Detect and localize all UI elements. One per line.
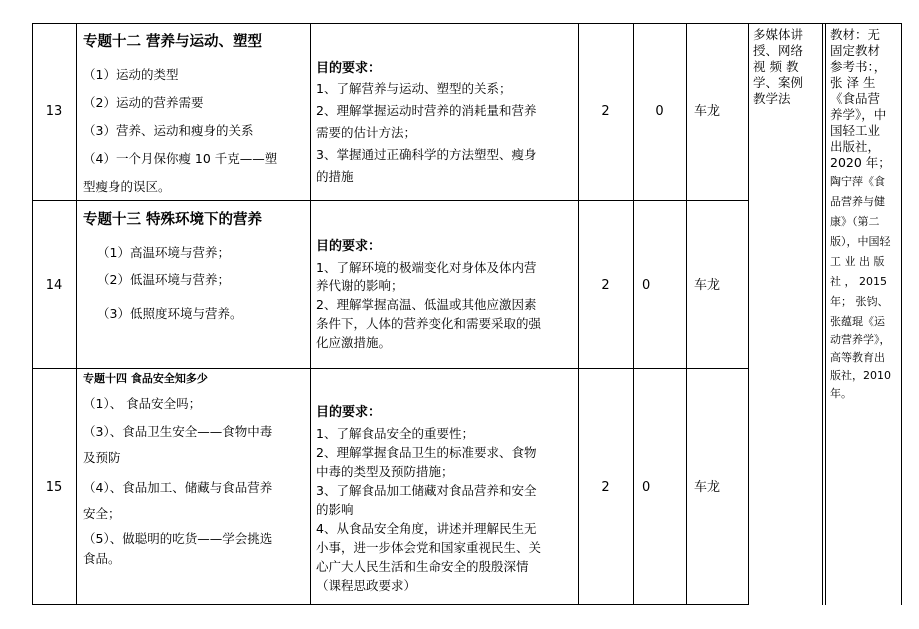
teaching-method-line: 授、网络: [753, 43, 804, 58]
topic-item: （5）、做聪明的吃货——学会挑选: [83, 531, 273, 546]
row-number: 13: [45, 104, 63, 119]
requirement-line: 2、理解掌握食品卫生的标准要求、食物: [316, 445, 537, 460]
material-line: 参考书：，: [830, 59, 887, 74]
material-line: 康》（第二: [830, 215, 880, 228]
topic-item: 食品。: [83, 551, 121, 566]
topic-item: （2）运动的营养需要: [83, 95, 204, 110]
requirement-line: 化应激措施。: [316, 335, 392, 350]
requirement-line: 养代谢的影响；: [316, 278, 404, 293]
requirement-line: 条件下，人体的营养变化和需要采取的强: [316, 316, 542, 331]
teacher-name: 车龙: [694, 480, 721, 495]
grid-line-hours-teacher: [686, 23, 687, 605]
teaching-method-line: 学、案例: [753, 75, 804, 90]
topic-item: （1）、 食品安全吗；: [83, 396, 202, 411]
topic-title: 专题十二 营养与运动、塑型: [83, 34, 263, 50]
requirement-line: 中毒的类型及预防措施；: [316, 464, 454, 479]
topic-title: 专题十四 食品安全知多少: [83, 372, 208, 385]
material-line: 张蕴琨《运: [830, 315, 885, 328]
requirement-line: 的措施: [316, 169, 354, 184]
grid-line-top: [32, 23, 901, 24]
material-line: 年； 张钧、: [830, 295, 889, 308]
grid-line-teacher-method: [748, 23, 749, 605]
topic-item: 及预防: [83, 450, 121, 465]
material-line: 陶宁萍《食: [830, 175, 885, 188]
grid-line-row-13-14: [32, 200, 749, 201]
material-line: 版社，2010: [830, 369, 891, 382]
topic-item: （1）运动的类型: [83, 67, 179, 82]
requirement-line: 小事，进一步体会党和国家重视民生、关: [316, 540, 542, 555]
requirement-line: 的影响: [316, 502, 354, 517]
topic-item: （3）低照度环境与营养。: [97, 306, 243, 321]
topic-item: （3）、食品卫生安全——食物中毒: [83, 424, 273, 439]
requirement-line: （课程思政要求）: [316, 578, 417, 593]
hours-practice: 0: [642, 480, 651, 495]
topic-item: （4）一个月保你瘦 10 千克——塑: [83, 151, 278, 166]
topic-item: （4）、食品加工、储藏与食品营养: [83, 480, 273, 495]
grid-line-method-material-b: [825, 23, 826, 605]
requirement-line: 心广大人民生活和生命安全的殷殷深情: [316, 559, 529, 574]
grid-line-bottom: [32, 604, 749, 605]
grid-line-method-material-a: [822, 23, 823, 605]
material-line: 品营养与健: [830, 195, 885, 208]
grid-line-topic-req: [310, 23, 311, 605]
grid-line-right: [901, 23, 902, 605]
material-line: 高等教育出: [830, 351, 885, 364]
teacher-name: 车龙: [694, 104, 721, 119]
teaching-method-line: 视 频 教: [753, 59, 799, 74]
requirement-line: 1、了解营养与运动、塑型的关系；: [316, 81, 512, 96]
requirement-line: 1、了解食品安全的重要性；: [316, 426, 474, 441]
topic-item: （2）低温环境与营养；: [97, 272, 230, 287]
topic-item: （3）营养、运动和瘦身的关系: [83, 123, 254, 138]
material-line: 固定教材: [830, 43, 881, 58]
requirement-line: 3、了解食品加工储藏对食品营养和安全: [316, 483, 537, 498]
material-line: 养学》，中: [830, 107, 887, 122]
row-number: 14: [45, 278, 63, 293]
requirement-line: 1、了解环境的极端变化对身体及体内营: [316, 260, 537, 275]
material-line: 教材：无: [830, 27, 881, 42]
material-line: 版），中国轻: [830, 235, 891, 248]
topic-title: 专题十三 特殊环境下的营养: [83, 212, 263, 228]
hours-lecture: 2: [601, 480, 610, 495]
topic-item: （1）高温环境与营养；: [97, 245, 230, 260]
requirement-title: 目的要求：: [316, 239, 382, 254]
material-line: 年。: [830, 387, 852, 400]
grid-line-row-14-15: [32, 368, 749, 369]
requirement-title: 目的要求：: [316, 405, 382, 420]
material-line: 2020 年；: [830, 155, 891, 170]
hours-practice: 0: [655, 104, 664, 119]
requirement-line: 3、掌握通过正确科学的方法塑型、瘦身: [316, 147, 537, 162]
material-line: 国轻工业: [830, 123, 881, 138]
requirement-line: 2、理解掌握运动时营养的消耗量和营养: [316, 103, 537, 118]
material-line: 《食品营: [830, 91, 881, 106]
topic-item: 型瘦身的误区。: [83, 179, 171, 194]
requirement-line: 4、从食品安全角度，讲述并理解民生无: [316, 521, 537, 536]
material-line: 社 ， 2015: [830, 275, 887, 288]
requirement-line: 需要的估计方法；: [316, 125, 417, 140]
requirement-title: 目的要求：: [316, 61, 382, 76]
requirement-line: 2、理解掌握高温、低温或其他应激因素: [316, 297, 537, 312]
teaching-method-line: 多媒体讲: [753, 27, 804, 42]
material-line: 出版社，: [830, 139, 881, 154]
row-number: 15: [45, 480, 63, 495]
teacher-name: 车龙: [694, 278, 721, 293]
topic-item: 安全；: [83, 506, 121, 521]
hours-lecture: 2: [601, 104, 610, 119]
teaching-method-line: 教学法: [753, 91, 791, 106]
material-line: 动营养学》，: [830, 333, 891, 346]
material-line: 工 业 出 版: [830, 255, 885, 268]
hours-practice: 0: [642, 278, 651, 293]
hours-lecture: 2: [601, 278, 610, 293]
grid-line-num-topic: [76, 23, 77, 605]
material-line: 张 泽 生: [830, 75, 876, 90]
